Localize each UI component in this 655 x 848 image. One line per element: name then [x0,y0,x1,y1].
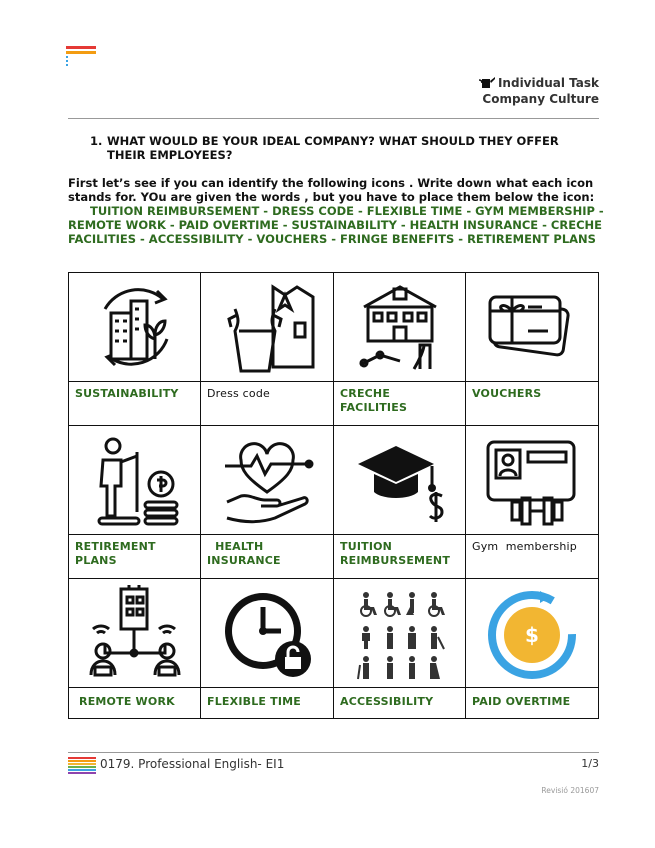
label-cell [334,535,466,579]
icon-answer-label: FLEXIBLE TIME [207,695,302,708]
label-cell [334,382,466,426]
remote-work-icon [85,585,185,681]
icon-cell [69,273,201,382]
footer-rule [68,752,599,753]
icon-answer-label: CRECHE FACILITIES [340,387,408,414]
paid-overtime-icon [482,585,582,681]
task-subtitle: Company Culture [482,92,599,106]
icon-answer-label: ACCESSIBILITY [340,695,434,708]
icon-answer-label: SUSTAINABILITY [75,387,179,400]
clock-lock-icon [217,585,317,681]
footer-logo [68,757,96,775]
icon-answer-label: Dress code [207,387,271,400]
course-name: 0179. Professional English- EI1 [100,757,285,771]
label-cell [466,535,599,579]
label-cell [201,688,334,719]
page-number: 1/3 [581,757,599,770]
instructions [68,176,608,246]
svg-text:$: $ [525,623,539,647]
graduation-cap-icon [350,432,450,528]
creche-icon [350,279,450,375]
label-cell [69,688,201,719]
icon-cell [334,426,466,535]
gym-membership-icon [482,432,582,528]
word-bank: TUITION REIMBURSEMENT - DRESS CODE - FLEXIBLE TIME - GYM MEMBERSHIP - REMOTE WORK - PAID OVERTIME - SUSTAINABILITY - HEALTH INSURANCE - CRECHE FACILITIES - ACCESSIBILITY - VOUCHERS - FRINGE BENEFITS - RETIREMENT PLANS [68,204,604,246]
icon-answer-label: REMOTE WORK [75,695,175,708]
icon-cell [466,273,599,382]
icon-cell [201,579,334,688]
icon-cell [334,579,466,688]
label-cell [466,382,599,426]
revision-note: Revisió 201607 [541,786,599,795]
instructions-text: First let’s see if you can identify the following icons . Write down what each icon stands for. YOu are given the words , but you have to place them below the icon: [68,176,595,204]
health-insurance-icon [217,432,317,528]
icon-cell [201,426,334,535]
accessibility-icon [350,585,450,681]
retirement-icon [85,432,185,528]
header-rule [68,118,599,119]
icon-cell [69,426,201,535]
label-cell [69,382,201,426]
icon-answer-label: TUITION REIMBURSEMENT [340,540,451,567]
label-cell [466,688,599,719]
label-cell [334,688,466,719]
icon-cell [334,273,466,382]
vouchers-icon [482,279,582,375]
question-number: 1. [90,134,103,148]
label-cell [69,535,201,579]
icon-table [68,272,599,719]
dress-code-icon [217,279,317,375]
icon-cell [466,579,599,688]
icon-answer-label: RETIREMENT PLANS [75,540,156,567]
icon-cell [69,579,201,688]
icon-answer-label: HEALTH INSURANCE [207,540,281,567]
label-cell [201,535,334,579]
question-text: WHAT WOULD BE YOUR IDEAL COMPANY? WHAT SHOULD THEY OFFER THEIR EMPLOYEES? [107,134,559,162]
sustainability-icon [85,279,185,375]
question [90,134,590,162]
icon-answer-label: PAID OVERTIME [472,695,571,708]
icon-answer-label: VOUCHERS [472,387,542,400]
icon-cell [466,426,599,535]
icon-cell [201,273,334,382]
document-header [478,75,599,107]
school-logo [66,46,96,70]
task-type: Individual Task [497,76,599,90]
icon-answer-label: Gym membership [472,540,577,553]
label-cell [201,382,334,426]
watering-can-icon [478,76,496,90]
